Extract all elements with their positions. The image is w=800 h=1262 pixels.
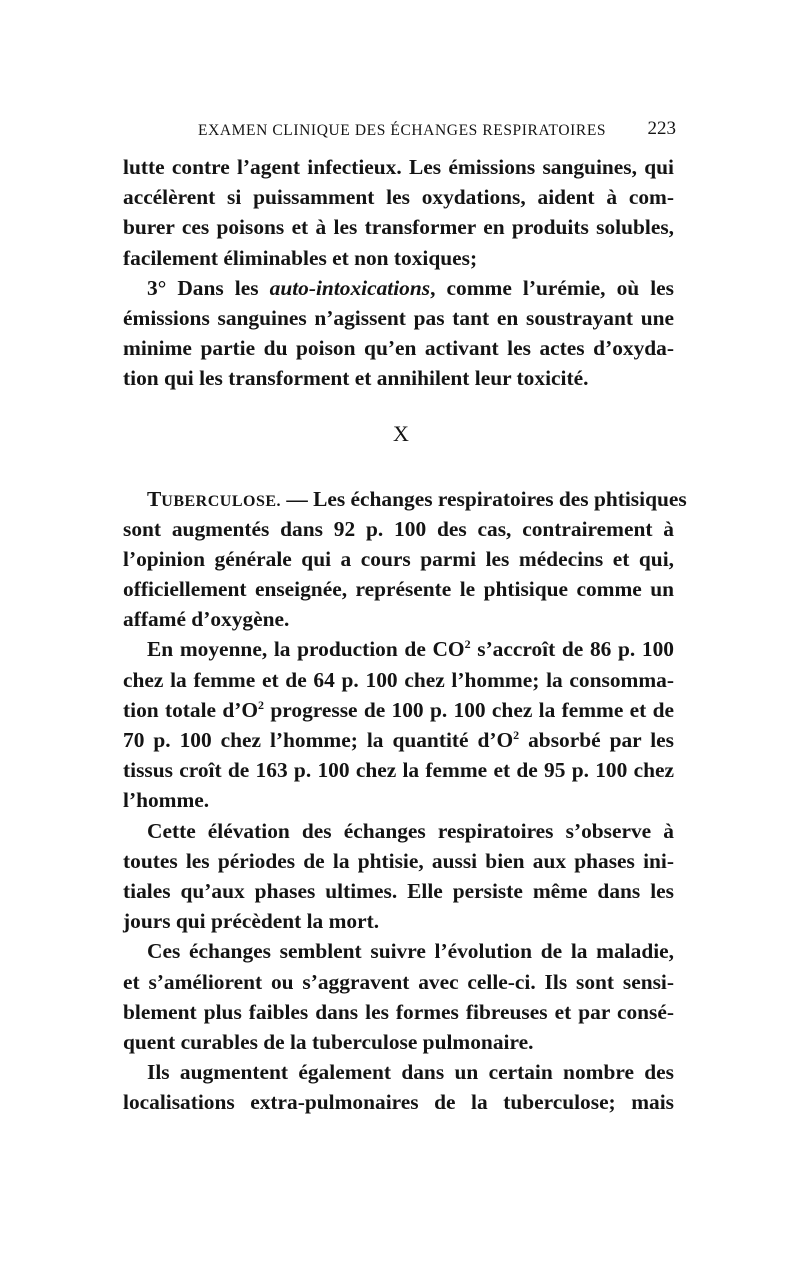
text-line: affamé d’oxygène.: [123, 607, 290, 632]
text-line: Cette élévation des échanges respiratoires s’observe à: [147, 818, 674, 843]
text-fragment: absorbé par les: [519, 728, 674, 752]
running-header: [198, 118, 676, 144]
running-title: EXAMEN CLINIQUE DES ÉCHANGES RESPIRATOIRES: [198, 122, 607, 139]
text-fragment: tion totale d’O: [123, 697, 259, 722]
section-heading: X: [393, 420, 410, 446]
text-line: l’opinion générale qui a cours parmi les médecins et qui,: [123, 546, 674, 571]
text-line: tion qui les transforment et annihilent leur toxicité.: [123, 366, 589, 391]
text-line: [123, 725, 674, 755]
text-line: [123, 484, 687, 514]
text-line: Ces échanges semblent suivre l’évolution de la maladie,: [147, 939, 674, 964]
italic-term: auto-intoxications: [269, 275, 431, 300]
smallcaps-heading: UBERCULOSE.: [161, 492, 282, 510]
text-line: [123, 273, 674, 303]
text-fragment: — Les échanges respiratoires des phtisiques: [281, 486, 687, 511]
list-marker-text: 3° Dans les: [147, 275, 270, 300]
text-line: facilement éliminables et non toxiques;: [123, 245, 478, 270]
text-fragment: En moyenne, la production de CO: [147, 637, 465, 662]
text-line: [123, 695, 674, 725]
text-line: l’homme.: [123, 788, 210, 813]
text-fragment: , comme l’urémie, où les: [430, 275, 674, 300]
text-line: accélèrent si puissamment les oxydations, aident à com-: [123, 185, 674, 210]
text-fragment: s’accroît de 86 p. 100: [470, 637, 674, 662]
text-line: blement plus faibles dans les formes fibreuses et par consé-: [123, 999, 674, 1024]
text-fragment: progresse de 100 p. 100 chez la femme et de: [264, 697, 674, 722]
text-line: burer ces poisons et à les transformer en produits solubles,: [123, 215, 674, 240]
text-line: chez la femme et de 64 p. 100 chez l’homme; la consomma-: [123, 667, 674, 692]
text-line: lutte contre l’agent infectieux. Les émissions sanguines, qui: [123, 155, 674, 179]
text-fragment: 70 p. 100 chez l’homme; la quantité d’O: [123, 728, 514, 752]
superscript: 2: [258, 697, 265, 712]
text-line: toutes les périodes de la phtisie, aussi bien aux phases ini-: [123, 848, 674, 873]
text-line: jours qui précèdent la mort.: [123, 909, 380, 934]
text-line: émissions sanguines n’agissent pas tant en soustrayant une: [123, 305, 674, 330]
page-number: 223: [647, 118, 676, 139]
text-line: minime partie du poison qu’en activant les actes d’oxyda-: [123, 336, 674, 361]
text-line: tissus croît de 163 p. 100 chez la femme et de 95 p. 100 chez: [123, 758, 674, 783]
text-line: tiales qu’aux phases ultimes. Elle persiste même dans les: [123, 878, 674, 903]
superscript: 2: [513, 728, 520, 742]
text-line: officiellement enseignée, représente le phtisique comme un: [123, 577, 674, 602]
body-text: [123, 152, 687, 1117]
smallcaps-initial: T: [147, 486, 162, 511]
superscript: 2: [464, 637, 471, 652]
text-line: quent curables de la tuberculose pulmonaire.: [123, 1029, 534, 1054]
text-line: [123, 634, 674, 664]
text-line: localisations extra-pulmonaires de la tuberculose; mais: [123, 1090, 674, 1115]
text-line: Ils augmentent également dans un certain nombre des: [147, 1060, 674, 1085]
text-line: sont augmentés dans 92 p. 100 des cas, contrairement à: [123, 516, 674, 541]
text-line: et s’améliorent ou s’aggravent avec celle-ci. Ils sont sensi-: [123, 969, 674, 994]
